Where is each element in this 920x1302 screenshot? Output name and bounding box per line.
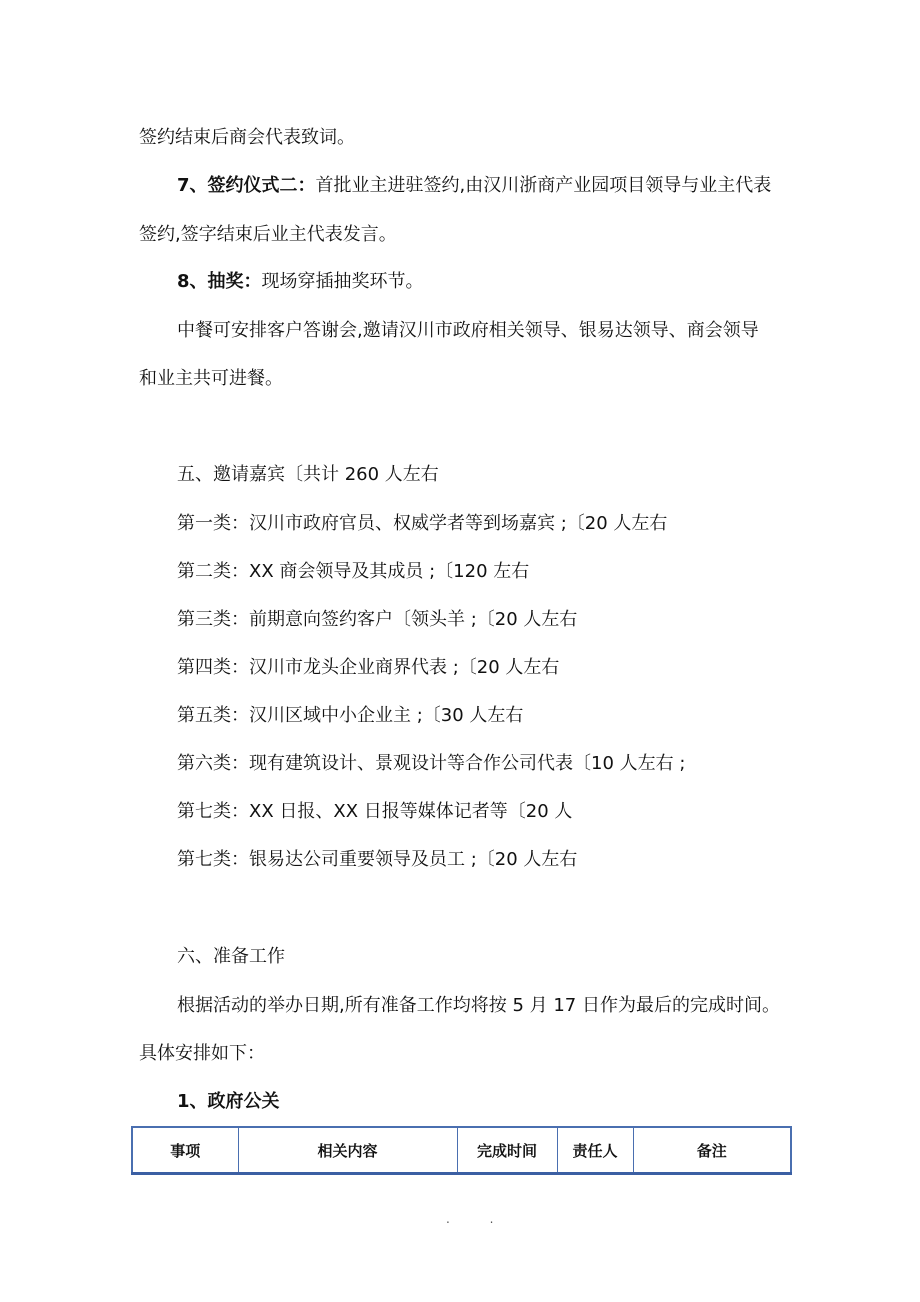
page-footer-dots: . . xyxy=(446,1212,512,1226)
header-content: 相关内容 xyxy=(238,1127,457,1174)
guest-category-6: 第六类：现有建筑设计、景观设计等合作公司代表〔10 人左右 ; xyxy=(177,753,686,774)
guest-category-5: 第五类：汉川区域中小企业主 ;〔30 人左右 xyxy=(177,705,524,726)
paragraph-lunch-cont: 和业主共可进餐。 xyxy=(139,368,283,389)
paragraph-signing-ceremony-2 xyxy=(177,174,771,198)
header-remarks: 备注 xyxy=(633,1127,791,1174)
header-item: 事项 xyxy=(132,1127,238,1174)
table-header-row xyxy=(132,1127,791,1174)
preparation-table xyxy=(131,1126,792,1175)
section-6-intro-cont: 具体安排如下： xyxy=(139,1043,265,1064)
guest-category-2: 第二类：XX 商会领导及其成员 ;〔120 左右 xyxy=(177,561,530,582)
paragraph-lunch: 中餐可安排客户答谢会,邀请汉川市政府相关领导、银易达领导、商会领导 xyxy=(177,320,759,341)
guest-category-1: 第一类：汉川市政府官员、权威学者等到场嘉宾 ;〔20 人左右 xyxy=(177,513,668,534)
subsection-government-relations: 1、政府公关 xyxy=(177,1091,280,1112)
lottery-label: 8、抽奖： xyxy=(177,271,262,292)
header-responsible-person: 责任人 xyxy=(557,1127,633,1174)
signing-ceremony-2-text: 首批业主进驻签约,由汉川浙商产业园项目领导与业主代表 xyxy=(315,175,772,196)
guest-category-3: 第三类：前期意向签约客户〔领头羊 ;〔20 人左右 xyxy=(177,609,578,630)
paragraph-signing-ceremony-2-cont: 签约,签字结束后业主代表发言。 xyxy=(139,224,397,245)
paragraph-closing-speech: 签约结束后商会代表致词。 xyxy=(139,127,355,148)
section-5-title: 五、邀请嘉宾〔共计 260 人左右 xyxy=(177,464,439,485)
section-6-intro: 根据活动的举办日期,所有准备工作均将按 5 月 17 日作为最后的完成时间。 xyxy=(177,995,780,1016)
signing-ceremony-2-label: 7、签约仪式二： xyxy=(177,175,316,196)
guest-category-4: 第四类：汉川市龙头企业商界代表 ;〔20 人左右 xyxy=(177,657,560,678)
guest-category-7: 第七类：XX 日报、XX 日报等媒体记者等〔20 人 xyxy=(177,801,573,822)
section-6-title: 六、准备工作 xyxy=(177,946,285,967)
guest-category-8: 第七类：银易达公司重要领导及员工 ;〔20 人左右 xyxy=(177,849,578,870)
paragraph-lottery xyxy=(177,270,424,294)
header-completion-time: 完成时间 xyxy=(457,1127,557,1174)
lottery-text: 现场穿插抽奖环节。 xyxy=(261,271,424,292)
